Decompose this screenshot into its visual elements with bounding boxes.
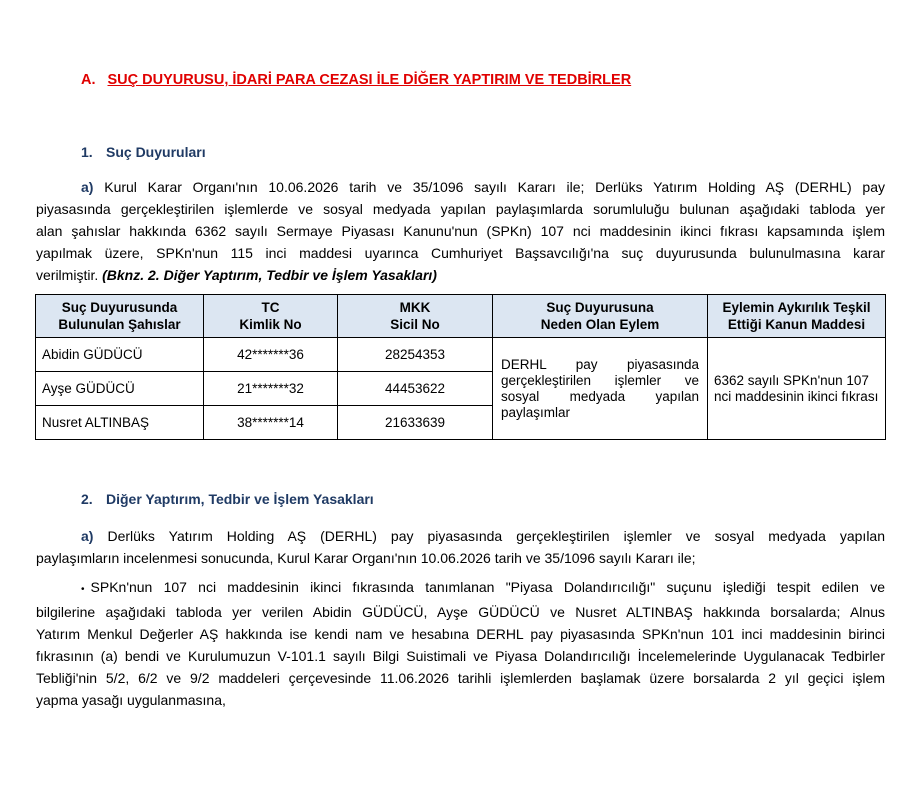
bullet-paragraph-line: Tebliği'nin 5/2, 6/2 ve 9/2 maddeleri çerçevesinde 11.06.2026 tarihli işlemlerden başlamak üzere borsalarda 2 yıl geçici işlem [36,670,885,686]
person-name-cell: Ayşe GÜDÜCÜ [36,372,204,406]
paragraph-1-label: a) [81,179,94,195]
section-1-title: Suç Duyuruları [106,144,206,160]
section-a-title: SUÇ DUYURUSU, İDARİ PARA CEZASI İLE DİĞER YAPTIRIM VE TEDBİRLER [107,72,632,88]
bullet-paragraph-line: fıkrasının (a) bendi ve Kurulumuzun V-101.1 sayılı Bilgi Suistimali ve Piyasa Dolandırıcılığı İncelemelerinde Uygulanacak Tedbirler [36,648,885,664]
section-2-number: 2. [81,491,93,507]
paragraph-1 [36,176,885,286]
person-name-cell: Abidin GÜDÜCÜ [36,338,204,372]
tc-id-cell: 21*******32 [204,372,338,406]
paragraph-2-label: a) [81,528,94,544]
column-header: Suç Duyurusunda Bulunulan Şahıslar [36,295,204,338]
paragraph-1-line: alan şahıslar hakkında 6362 sayılı Sermaye Piyasası Kanunu'nun (SPKn) 107 nci maddesinin ikinci fıkrası kapsamında işlem [36,223,885,239]
table-header-row [36,295,886,338]
law-article-cell: 6362 sayılı SPKn'nun 107 nci maddesinin ikinci fıkrası [708,338,886,440]
bullet-paragraph-line: • SPKn'nun 107 nci maddesinin ikinci fıkrasında tanımlanan "Piyasa Dolandırıcılığı" suçunu işlediği tespit edilen ve [81,579,885,595]
paragraph-2 [36,525,885,569]
mkk-number-cell: 44453622 [338,372,493,406]
column-header: MKK Sicil No [338,295,493,338]
tc-id-cell: 38*******14 [204,406,338,440]
bullet-icon: • [81,584,85,595]
paragraph-2-line: paylaşımların incelenmesi sonucunda, Kurul Karar Organı'nın 10.06.2026 tarih ve 35/1096 sayılı Kararı ile; [36,550,696,566]
bullet-paragraph-line: Yatırım Menkul Değerler AŞ hakkında ise kendi nam ve hesabına DERHL pay piyasasında SPKn'nun 101 inci maddesinin birinci [36,626,885,642]
section-2-title: Diğer Yaptırım, Tedbir ve İşlem Yasakları [106,491,374,507]
column-header: TC Kimlik No [204,295,338,338]
section-1-heading [81,144,206,160]
section-a-heading [81,72,631,88]
criminal-complaint-table [35,294,886,440]
section-2-heading [81,491,374,507]
paragraph-1-line: piyasasında gerçekleştirilen işlemlerde ve sosyal medyada yapılan paylaşımlarda sorumluluğu bulunan aşağıdaki tabloda yer [36,201,885,217]
mkk-number-cell: 21633639 [338,406,493,440]
bullet-paragraph-line: yapma yasağı uygulanmasına, [36,692,226,708]
column-header: Eylemin Aykırılık Teşkil Ettiği Kanun Maddesi [708,295,886,338]
action-cell: DERHL pay piyasasında gerçekleştirilen işlemler ve sosyal medyada yapılan paylaşımlar [493,338,708,440]
person-name-cell: Nusret ALTINBAŞ [36,406,204,440]
paragraph-1-line: yapılmak üzere, SPKn'nun 115 inci maddesi uyarınca Cumhuriyet Başsavcılığı'na suç duyurusunda bulunulmasına karar [36,245,885,261]
bullet-paragraph-line: bilgilerine aşağıdaki tabloda yer verilen Abidin GÜDÜCÜ, Ayşe GÜDÜCÜ ve Nusret ALTINBAŞ hakkında borsalarda; Alnus [36,604,885,620]
column-header: Suç Duyurusuna Neden Olan Eylem [493,295,708,338]
mkk-number-cell: 28254353 [338,338,493,372]
paragraph-2-line: a) Derlüks Yatırım Holding AŞ (DERHL) pay piyasasında gerçekleştirilen işlemler ve sosyal medyada yapılan [81,528,886,544]
cross-reference: (Bknz. 2. Diğer Yaptırım, Tedbir ve İşlem Yasakları) [102,267,437,283]
tc-id-cell: 42*******36 [204,338,338,372]
paragraph-1-line: verilmiştir. (Bknz. 2. Diğer Yaptırım, Tedbir ve İşlem Yasakları) [36,267,437,283]
section-1-number: 1. [81,144,93,160]
section-a-letter: A. [81,72,96,88]
bullet-paragraph [36,576,885,711]
table-row [36,338,886,372]
paragraph-1-line: a) Kurul Karar Organı'nın 10.06.2026 tarih ve 35/1096 sayılı Kararı ile; Derlüks Yatırım Holding AŞ (DERHL) pay [81,179,886,195]
